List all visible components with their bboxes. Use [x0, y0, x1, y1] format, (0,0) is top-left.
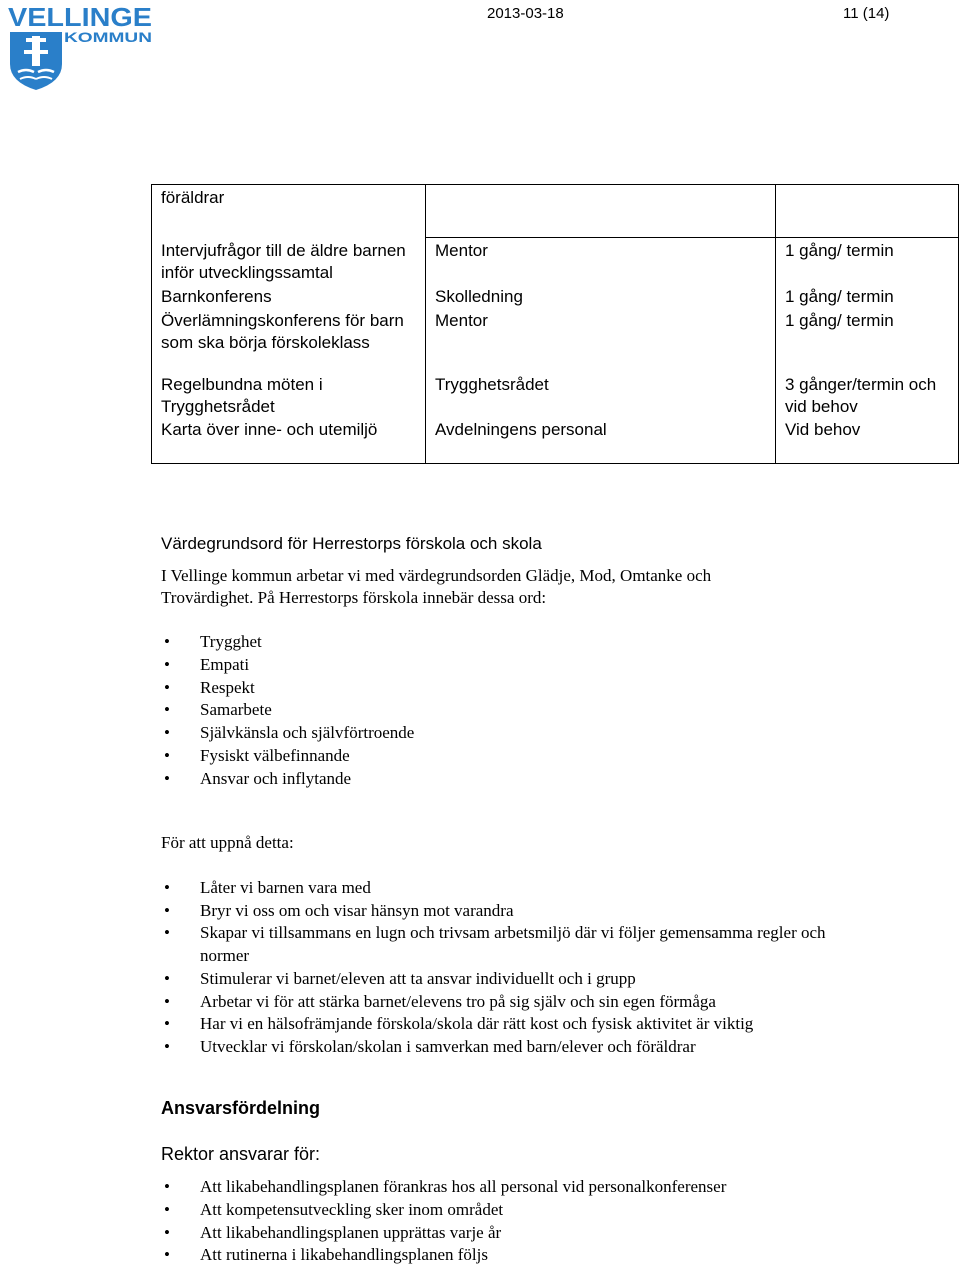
- list-item: • Låter vi barnen vara med: [161, 877, 851, 900]
- section-heading: Ansvarsfördelning: [161, 1098, 321, 1118]
- bullet-icon: •: [164, 745, 170, 765]
- list-item: • Fysiskt välbefinnande: [161, 745, 414, 768]
- table-cell-activity: föräldrar: [152, 185, 426, 238]
- table-cell-activity: Överlämningskonferens för barn som ska börja förskoleklass: [152, 308, 426, 374]
- table-cell-responsible: [426, 185, 776, 238]
- bullet-icon: •: [164, 1199, 170, 1219]
- table-row: [152, 308, 959, 374]
- list-item: • Respekt: [161, 677, 414, 700]
- bullet-icon: •: [164, 677, 170, 697]
- table-cell-frequency: 3 gånger/termin och vid behov: [776, 374, 959, 418]
- list-item: • Utvecklar vi förskolan/skolan i samverkan med barn/elever och föräldrar: [161, 1036, 851, 1059]
- list-item: • Empati: [161, 654, 414, 677]
- table-cell-activity: Intervjufrågor till de äldre barnen inför utvecklingssamtal: [152, 238, 426, 284]
- list-item: • Bryr vi oss om och visar hänsyn mot varandra: [161, 900, 851, 923]
- bullet-icon: •: [164, 1245, 170, 1265]
- bullet-icon: •: [164, 1177, 170, 1196]
- list-item: • Trygghet: [161, 631, 414, 654]
- bullet-icon: •: [164, 900, 170, 920]
- table-cell-activity: Regelbundna möten i Trygghetsrådet: [152, 374, 426, 418]
- bullet-icon: •: [164, 768, 170, 788]
- table-cell-frequency: 1 gång/ termin: [776, 284, 959, 308]
- table-cell-responsible: Mentor: [426, 308, 776, 374]
- values-list: [161, 631, 414, 791]
- list-item: • Att rutinerna i likabehandlingsplanen följs: [161, 1244, 726, 1267]
- table-cell-activity: Karta över inne- och utemiljö: [152, 418, 426, 464]
- table-cell-frequency: 1 gång/ termin: [776, 238, 959, 284]
- bullet-icon: •: [164, 923, 170, 943]
- list-item: • Att kompetensutveckling sker inom området: [161, 1199, 726, 1222]
- table-row: [152, 418, 959, 464]
- list-item: • Självkänsla och självförtroende: [161, 722, 414, 745]
- table-cell-responsible: Mentor: [426, 238, 776, 284]
- bullet-icon: •: [164, 632, 170, 651]
- page-number: 11 (14): [843, 5, 890, 22]
- bullet-icon: •: [164, 878, 170, 897]
- values-heading: Värdegrundsord för Herrestorps förskola och skola: [161, 534, 542, 553]
- list-item: • Samarbete: [161, 699, 414, 722]
- values-intro-paragraph: I Vellinge kommun arbetar vi med värdegrundsorden Glädje, Mod, Omtanke och Trovärdighet. På Herrestorps förskola innebär dessa ord:: [161, 566, 712, 607]
- bullet-icon: •: [164, 1036, 170, 1056]
- bullet-icon: •: [164, 654, 170, 674]
- table-cell-frequency: [776, 185, 959, 238]
- list-item: • Stimulerar vi barnet/eleven att ta ansvar individuellt och i grupp: [161, 968, 851, 991]
- subsection-heading: Rektor ansvarar för:: [161, 1144, 321, 1164]
- list-item: • Arbetar vi för att stärka barnet/elevens tro på sig själv och sin egen förmåga: [161, 991, 851, 1014]
- table-row: [152, 185, 959, 238]
- list-item: • Har vi en hälsofrämjande förskola/skola där rätt kost och fysisk aktivitet är viktig: [161, 1013, 851, 1036]
- document-date: 2013-03-18: [487, 5, 564, 22]
- achieve-label: För att uppnå detta:: [161, 833, 294, 852]
- table-cell-responsible: Skolledning: [426, 284, 776, 308]
- list-item: • Att likabehandlingsplanen förankras hos all personal vid personalkonferenser: [161, 1176, 726, 1199]
- bullet-icon: •: [164, 723, 170, 743]
- bullet-icon: •: [164, 1222, 170, 1242]
- svg-text:KOMMUN: KOMMUN: [64, 29, 152, 45]
- responsibility-table: [151, 184, 959, 464]
- vellinge-kommun-logo: [6, 2, 156, 94]
- table-cell-frequency: Vid behov: [776, 418, 959, 464]
- list-item: • Skapar vi tillsammans en lugn och trivsam arbetsmiljö där vi följer gemensamma regler och normer: [164, 923, 826, 966]
- table-cell-activity: Barnkonferens: [152, 284, 426, 308]
- list-item: • Ansvar och inflytande: [161, 768, 414, 791]
- list-item: • Att likabehandlingsplanen upprättas varje år: [161, 1222, 726, 1245]
- table-cell-responsible: Trygghetsrådet: [426, 374, 776, 418]
- table-cell-frequency: 1 gång/ termin: [776, 308, 959, 374]
- bullet-icon: •: [164, 991, 170, 1011]
- achieve-list: [161, 877, 851, 1059]
- principal-responsibilities-list: [161, 1176, 726, 1267]
- table-row: [152, 238, 959, 284]
- bullet-icon: •: [164, 968, 170, 988]
- table-row: [152, 374, 959, 418]
- bullet-icon: •: [164, 700, 170, 720]
- bullet-icon: •: [164, 1014, 170, 1034]
- svg-text:VELLINGE: VELLINGE: [8, 2, 152, 32]
- table-cell-responsible: Avdelningens personal: [426, 418, 776, 464]
- table-row: [152, 284, 959, 308]
